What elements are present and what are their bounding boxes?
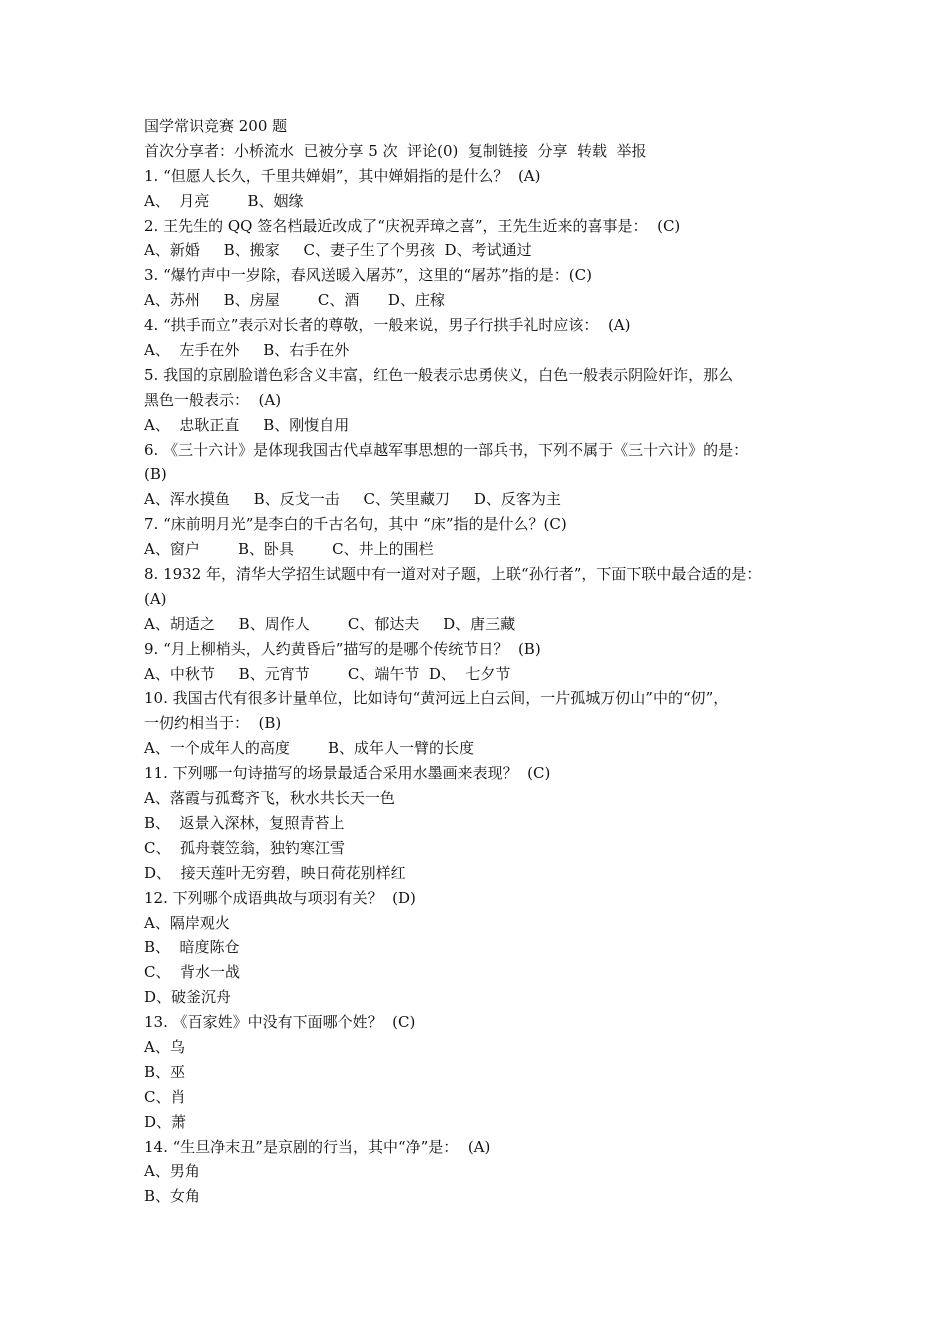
text-line: D、破釜沉舟 bbox=[144, 988, 232, 1007]
text-line: B、女角 bbox=[144, 1187, 201, 1206]
text-line: C、肖 bbox=[144, 1087, 186, 1106]
text-line: A、胡适之 B、周作人 C、郁达夫 D、唐三藏 bbox=[144, 614, 516, 633]
text-line: C、 孤舟蓑笠翁，独钓寒江雪 bbox=[144, 838, 346, 857]
text-line: 10. 我国古代有很多计量单位，比如诗句“黄河远上白云间，一片孤城万仞山”中的“仞”， bbox=[144, 689, 729, 708]
text-line: 5. 我国的京剧脸谱色彩含义丰富，红色一般表示忠勇侠义，白色一般表示阴险奸诈，那么 bbox=[144, 365, 734, 384]
text-line: 14. “生旦净末丑”是京剧的行当，其中“净”是： (A) bbox=[144, 1137, 491, 1156]
text-line: 8. 1932 年，清华大学招生试题中有一道对对子题，上联“孙行者”，下面下联中最合适的是： bbox=[144, 565, 762, 584]
text-line: A、中秋节 B、元宵节 C、端午节 D、 七夕节 bbox=[144, 664, 511, 683]
text-line: 12. 下列哪个成语典故与项羽有关？ (D) bbox=[144, 888, 416, 907]
text-line: 13. 《百家姓》中没有下面哪个姓？ (C) bbox=[144, 1013, 416, 1032]
text-line: A、一个成年人的高度 B、成年人一臂的长度 bbox=[144, 739, 475, 758]
text-line: A、隔岸观火 bbox=[144, 913, 230, 932]
text-line: (B) bbox=[144, 465, 167, 484]
text-line: C、 背水一战 bbox=[144, 963, 241, 982]
document-title: 国学常识竞赛 200 题 bbox=[144, 117, 288, 135]
text-line: A、 忠耿正直 B、刚愎自用 bbox=[144, 415, 350, 434]
text-line: B、 暗度陈仓 bbox=[144, 938, 240, 957]
text-line: A、苏州 B、房屋 C、酒 D、庄稼 bbox=[144, 291, 445, 310]
text-line: 4. “拱手而立”表示对长者的尊敬，一般来说，男子行拱手礼时应该： (A) bbox=[144, 316, 631, 335]
text-line: A、窗户 B、卧具 C、井上的围栏 bbox=[144, 540, 434, 559]
question-list bbox=[144, 164, 810, 1209]
text-line: A、男角 bbox=[144, 1162, 200, 1181]
text-line: 2. 王先生的 QQ 签名档最近改成了“庆祝弄璋之喜”，王先生近来的喜事是： (C) bbox=[144, 216, 681, 235]
document-page bbox=[144, 114, 810, 1209]
text-line: 一仞约相当于： (B) bbox=[144, 714, 282, 733]
text-line: A、浑水摸鱼 B、反戈一击 C、笑里藏刀 D、反客为主 bbox=[144, 490, 561, 509]
text-line: 7. “床前明月光”是李白的千古名句，其中 “床”指的是什么？(C) bbox=[144, 515, 567, 534]
text-line: B、 返景入深林，复照青苔上 bbox=[144, 813, 345, 832]
text-line: A、 左手在外 B、右手在外 bbox=[144, 341, 350, 360]
text-line: 6. 《三十六计》是体现我国古代卓越军事思想的一部兵书，下列不属于《三十六计》的是： bbox=[144, 440, 749, 459]
text-line: 9. “月上柳梢头，人约黄昏后”描写的是哪个传统节日？ (B) bbox=[144, 639, 541, 658]
text-line: A、新婚 B、搬家 C、妻子生了个男孩 D、考试通过 bbox=[144, 241, 532, 260]
text-line: 3. “爆竹声中一岁除，春风送暖入屠苏”，这里的“屠苏”指的是：(C) bbox=[144, 266, 592, 285]
text-line: A、 月亮 B、姻缘 bbox=[144, 191, 304, 210]
text-line: 11. 下列哪一句诗描写的场景最适合采用水墨画来表现？ (C) bbox=[144, 764, 551, 783]
text-line: 黑色一般表示： (A) bbox=[144, 390, 282, 409]
text-line: D、萧 bbox=[144, 1112, 187, 1131]
text-line: B、巫 bbox=[144, 1062, 186, 1081]
text-line: 1. “但愿人长久，千里共婵娟”，其中婵娟指的是什么？ (A) bbox=[144, 166, 541, 185]
share-meta-line: 首次分享者：小桥流水 已被分享 5 次 评论(0) 复制链接 分享 转载 举报 bbox=[144, 141, 647, 160]
text-line: (A) bbox=[144, 589, 167, 608]
text-line: A、乌 bbox=[144, 1037, 185, 1056]
text-line: A、落霞与孤鹜齐飞，秋水共长天一色 bbox=[144, 789, 395, 808]
text-line: D、 接天莲叶无穷碧，映日荷花别样红 bbox=[144, 863, 406, 882]
